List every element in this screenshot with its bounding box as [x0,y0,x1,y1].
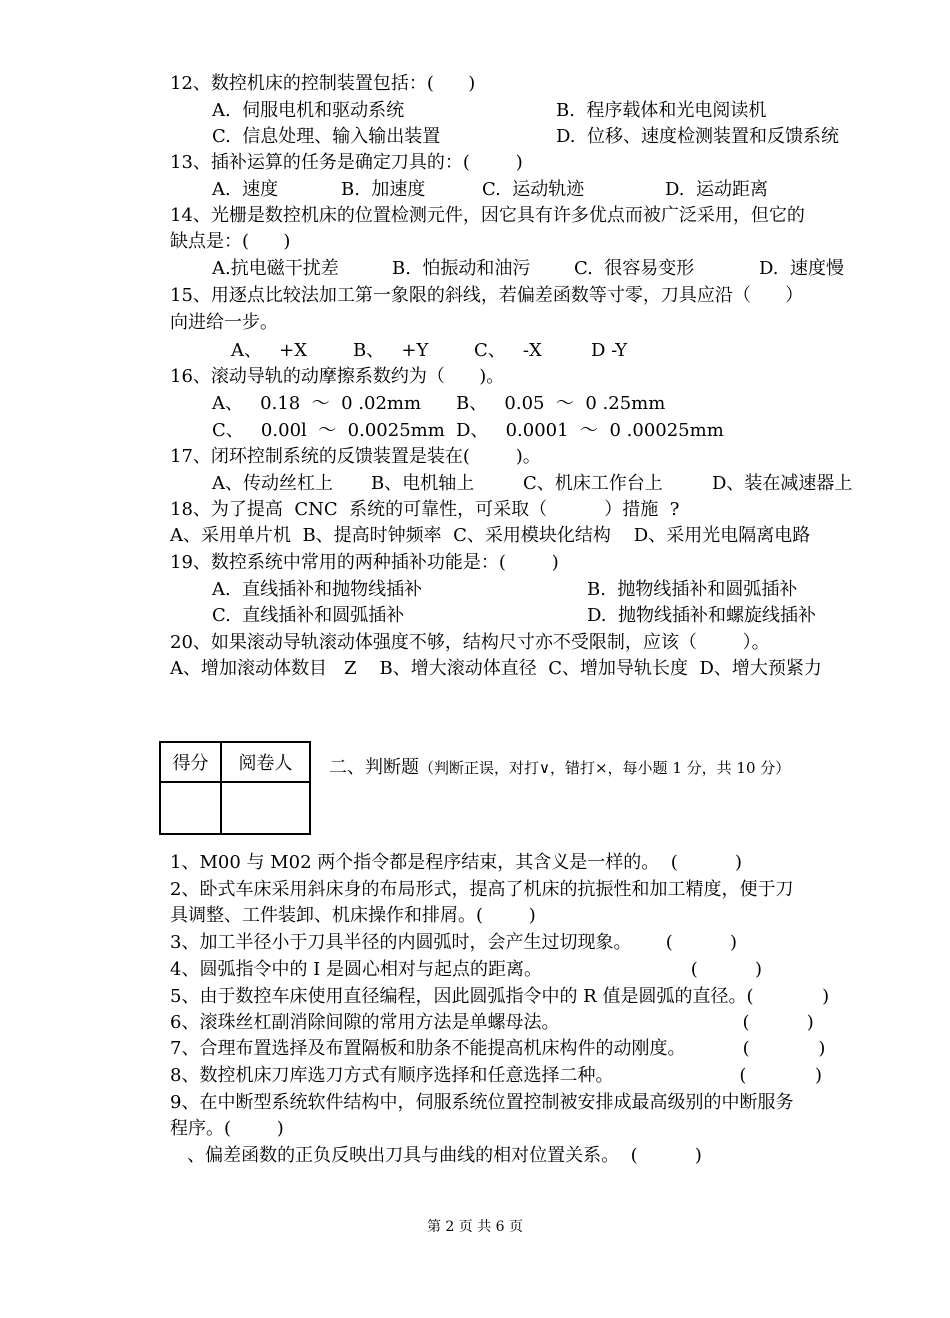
q19-option-d: D. 抛物线插补和螺旋线插补 [587,605,816,626]
q15-option-a: A、 +X [231,340,308,361]
q15-stem-line2: 向进给一步。 [170,312,278,333]
section2-note: （判断正误，对打∨，错打×，每小题 1 分，共 10 分） [419,759,791,777]
q16-option-b: B、 0.05 ～ 0 .25mm [456,393,666,414]
q12-option-d: D. 位移、速度检测装置和反馈系统 [556,126,839,147]
grader-label: 阅卷人 [221,742,310,782]
q18-stem: 18、为了提高 CNC 系统的可靠性，可采取（ ）措施 ? [170,499,680,520]
q15-option-b: B、 +Y [353,340,429,361]
q14-stem-line1: 14、光栅是数控机床的位置检测元件，因它具有许多优点而被广泛采用，但它的 [170,205,805,226]
q14-option-a: A.抗电磁干扰差 [212,258,339,279]
q16-option-d: D、 0.0001 ～ 0 .00025mm [456,420,724,441]
judge-item-4: 4、圆弧指令中的 I 是圆心相对与起点的距离。 ( ) [170,959,763,980]
score-table [159,741,311,835]
q20-options: A、增加滚动体数目 Z B、增大滚动体直径 C、增加导轨长度 D、增大预紧力 [170,658,822,679]
q13-option-a: A. 速度 [212,179,279,200]
q14-stem-line2: 缺点是：( ) [170,231,291,252]
q20-stem: 20、如果滚动导轨滚动体强度不够，结构尺寸亦不受限制，应该（ ）。 [170,632,770,653]
q17-option-d: D、装在减速器上 [712,473,853,494]
q15-option-d: D -Y [591,340,628,361]
judge-item-2-line2: 具调整、工件装卸、机床操作和排屑。( ) [170,905,536,926]
q17-option-b: B、电机轴上 [371,473,475,494]
q14-option-d: D. 速度慢 [759,258,844,279]
page-footer: 第 2 页 共 6 页 [426,1219,524,1235]
q17-stem: 17、闭环控制系统的反馈装置是装在( )。 [170,446,541,467]
judge-item-9-line1: 9、在中断型系统软件结构中，伺服系统位置控制被安排成最高级别的中断服务 [170,1092,794,1113]
q19-option-c: C. 直线插补和圆弧插补 [212,605,405,626]
q17-option-a: A、传动丝杠上 [212,473,333,494]
judge-item-3: 3、加工半径小于刀具半径的内圆弧时，会产生过切现象。 ( ) [170,932,738,953]
judge-item-2-line1: 2、卧式车床采用斜床身的布局形式，提高了机床的抗振性和加工精度，便于刀 [170,879,794,900]
q19-option-b: B. 抛物线插补和圆弧插补 [587,579,798,600]
q12-option-b: B. 程序载体和光电阅读机 [556,100,767,121]
q13-option-c: C. 运动轨迹 [482,179,585,200]
q12-option-c: C. 信息处理、输入输出装置 [212,126,441,147]
q19-stem: 19、数控系统中常用的两种插补功能是：( ) [170,552,559,573]
section2-heading [329,755,790,781]
q16-stem: 16、滚动导轨的动摩擦系数约为（ )。 [170,366,505,387]
judge-item-8: 8、数控机床刀库选刀方式有顺序选择和任意选择二种。 ( ) [170,1065,823,1086]
q17-option-c: C、机床工作台上 [523,473,663,494]
grader-cell[interactable] [221,782,310,834]
score-label: 得分 [160,742,221,782]
q15-stem-line1: 15、用逐点比较法加工第一象限的斜线，若偏差函数等寸零，刀具应沿（ ） [170,285,804,306]
judge-item-5: 5、由于数控车床使用直径编程，因此圆弧指令中的 R 值是圆弧的直径。( ) [170,986,830,1007]
score-cell[interactable] [160,782,221,834]
judge-item-9-line2: 程序。( ) [170,1118,284,1139]
q16-option-a: A、 0.18 ～ 0 .02mm [212,393,422,414]
q18-options: A、采用单片机 B、提高时钟频率 C、采用模块化结构 D、采用光电隔离电路 [170,525,811,546]
q13-stem: 13、插补运算的任务是确定刀具的：( ) [170,152,523,173]
q12-option-a: A. 伺服电机和驱动系统 [212,100,405,121]
judge-item-7: 7、合理布置选择及布置隔板和肋条不能提高机床构件的动刚度。 ( ) [170,1038,826,1059]
judge-item-6: 6、滚珠丝杠副消除间隙的常用方法是单螺母法。 ( ) [170,1012,814,1033]
judge-item-10: 、偏差函数的正负反映出刀具与曲线的相对位置关系。 ( ) [170,1145,702,1166]
q19-option-a: A. 直线插补和抛物线插补 [212,579,423,600]
q13-option-d: D. 运动距离 [665,179,768,200]
judge-item-1: 1、M00 与 M02 两个指令都是程序结束，其含义是一样的。 ( ) [170,852,742,873]
q14-option-b: B. 怕振动和油污 [392,258,531,279]
section2-title: 二、判断题 [329,757,419,778]
q12-stem: 12、数控机床的控制装置包括：( ) [170,73,476,94]
q14-option-c: C. 很容易变形 [574,258,695,279]
q13-option-b: B. 加速度 [341,179,426,200]
q15-option-c: C、 -X [474,340,542,361]
q16-option-c: C、 0.00l ～ 0.0025mm [212,420,445,441]
